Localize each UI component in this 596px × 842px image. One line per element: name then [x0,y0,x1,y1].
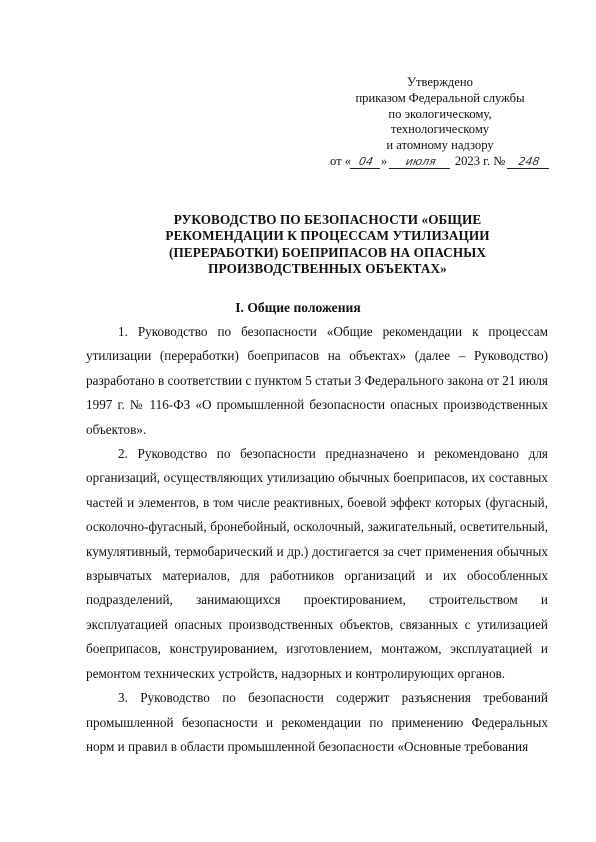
section-heading: I. Общие положения [235,300,361,315]
paragraph: 2. Руководство по безопасности предназначено и рекомендовано для организаций, осуществляющих утилизацию обычных боеприпасов, их составных частей и элементов, в том числе реактивных, боевой эффект которых (фугасный, осколочно-фугасный, бронебойный, осколочный, зажигательный, осветительный, кумулятивный, термобарический и др.) достигается за счет применения обычных взрывчатых материалов, для работников организаций и их обособленных подразделений, занимающихся проектированием, строительством и эксплуатацией опасных производственных объектов, связанных с утилизацией боеприпасов, конструированием, изготовлением, монтажом, эксплуатацией и ремонтом технических устройств, надзорных и контролирующих органов. [86,446,548,681]
approval-line: и атомному надзору [386,138,494,153]
date-mid: » [380,153,388,168]
approval-line: Утверждено [407,75,473,89]
approval-date-line [330,154,550,170]
handwritten-month: июля [389,156,453,169]
body-text [86,320,548,759]
approval-stamp [330,75,550,170]
handwritten-day: 04 [350,156,382,169]
date-prefix: от « [330,153,352,168]
handwritten-order-number: 248 [507,156,551,169]
approval-line: приказом Федеральной службы [355,90,525,105]
approval-line: технологическому [390,122,490,137]
paragraph: 3. Руководство по безопасности содержит разъяснения требований промышленной безопасности и рекомендации по применению Федеральных норм и правил в области промышленной безопасности «Основные требования [86,690,548,754]
document-title: РУКОВОДСТВО ПО БЕЗОПАСНОСТИ «ОБЩИЕ РЕКОМЕНДАЦИИ К ПРОЦЕССАМ УТИЛИЗАЦИИ (ПЕРЕРАБОТКИ) БОЕПРИПАСОВ НА ОПАСНЫХ ПРОИЗВОДСТВЕННЫХ ОБЪЕКТАХ» [165,212,490,277]
paragraph: 1. Руководство по безопасности «Общие рекомендации к процессам утилизации (переработки) боеприпасов на объектах» (далее – Руководство) разработано в соответствии с пунктом 5 статьи 3 Федерального закона от 21 июля 1997 г. № 116-ФЗ «О промышленной безопасности опасных производственных объектов». [86,324,548,437]
approval-line: по экологическому, [388,106,492,121]
date-year: 2023 г. № [454,153,506,168]
